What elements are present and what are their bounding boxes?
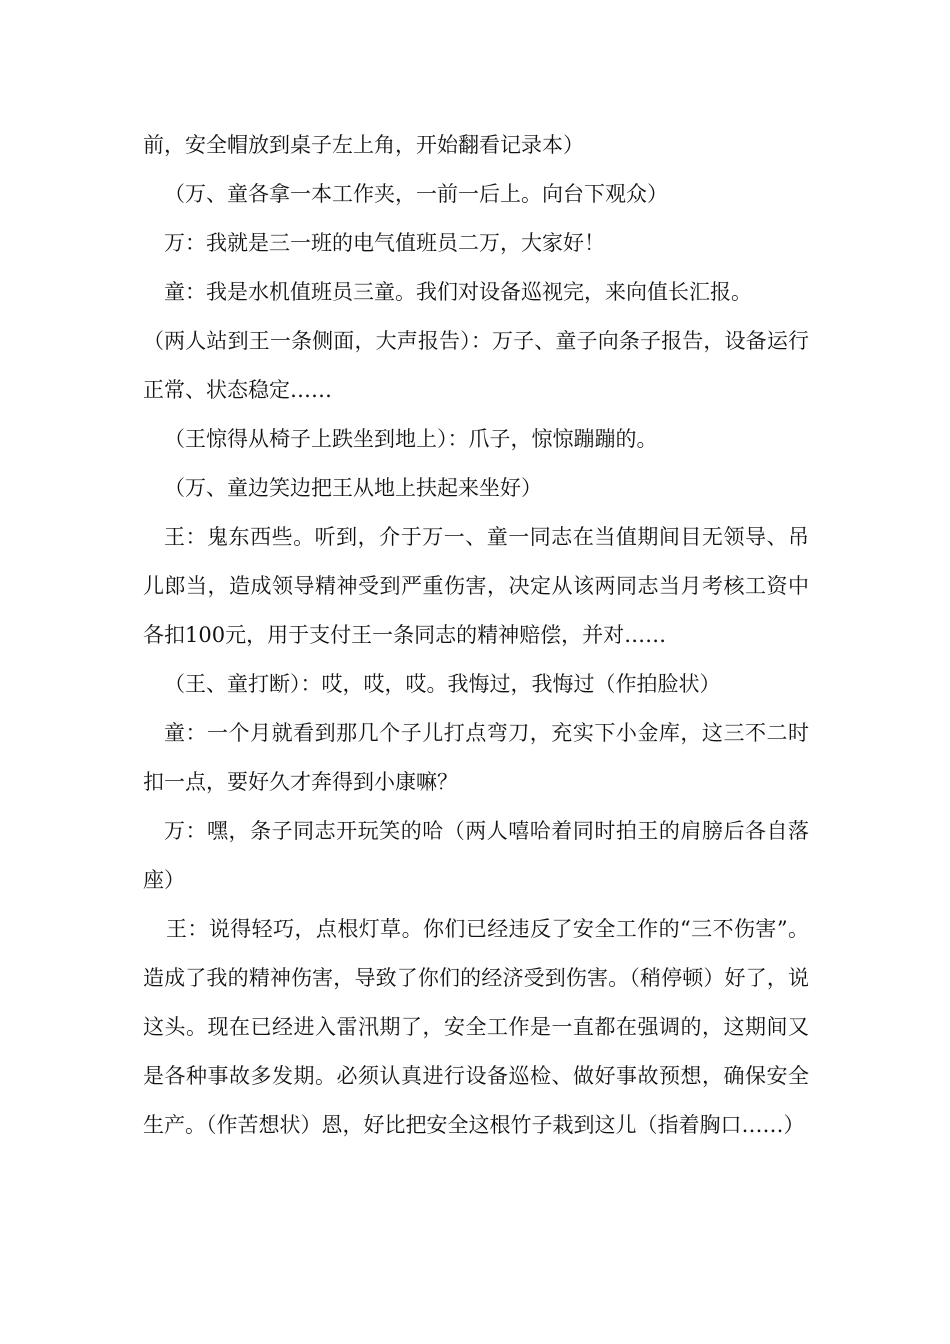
paragraph-wan-line: 万：嘿，条子同志开玩笑的哈（两人嘻哈着同时拍王的肩膀后各自落座） (143, 819, 809, 892)
paragraph-continuation: 前，安全帽放到桌子左上角，开始翻看记录本） (143, 133, 584, 157)
paragraph-tong-line: 童：一个月就看到那几个子儿打点弯刀，充实下小金库，这三不二时扣一点，要好久才奔得到小康嘛？ (143, 721, 809, 794)
paragraph-wang-line: 王：说得轻巧，点根灯草。你们已经违反了安全工作的“三不伤害”。造成了我的精神伤害，导致了你们的经济受到伤害。（稍停顿）好了，说这头。现在已经进入雷汛期了，安全工作是一直都在强调的，这期间又是各种事故多发期。必须认真进行设备巡检、做好事故预想，确保安全生产。（作苦想状）恩，好比把安全这根竹子栽到这儿（指着胸口……） (143, 917, 809, 1137)
paragraph-wan-line: 万：我就是三一班的电气值班员二万，大家好！ (164, 231, 605, 255)
paragraph-tong-line: 童：我是水机值班员三童。我们对设备巡视完，来向值长汇报。 (164, 280, 752, 304)
paragraph-interrupt: （王、童打断）：哎，哎，哎。我悔过，我悔过（作拍脸状） (164, 672, 721, 696)
paragraph-stage-direction: （万、童各拿一本工作夹，一前一后上。向台下观众） (164, 182, 668, 206)
paragraph-stage-direction: （王惊得从椅子上跌坐到地上）：爪子，惊惊蹦蹦的。 (164, 427, 658, 451)
paragraph-wang-line: 王：鬼东西些。听到，介于万一、童一同志在当值期间目无领导、吊儿郎当，造成领导精神受到严重伤害，决定从该两同志当月考核工资中各扣100元，用于支付王一条同志的精神赔偿，并对…… (143, 525, 809, 647)
document-body (143, 121, 809, 1150)
paragraph-stage-direction: （万、童边笑边把王从地上扶起来坐好） (164, 476, 542, 500)
paragraph-report: （两人站到王一条侧面，大声报告）：万子、童子向条子报告，设备运行正常、状态稳定…… (143, 329, 809, 402)
